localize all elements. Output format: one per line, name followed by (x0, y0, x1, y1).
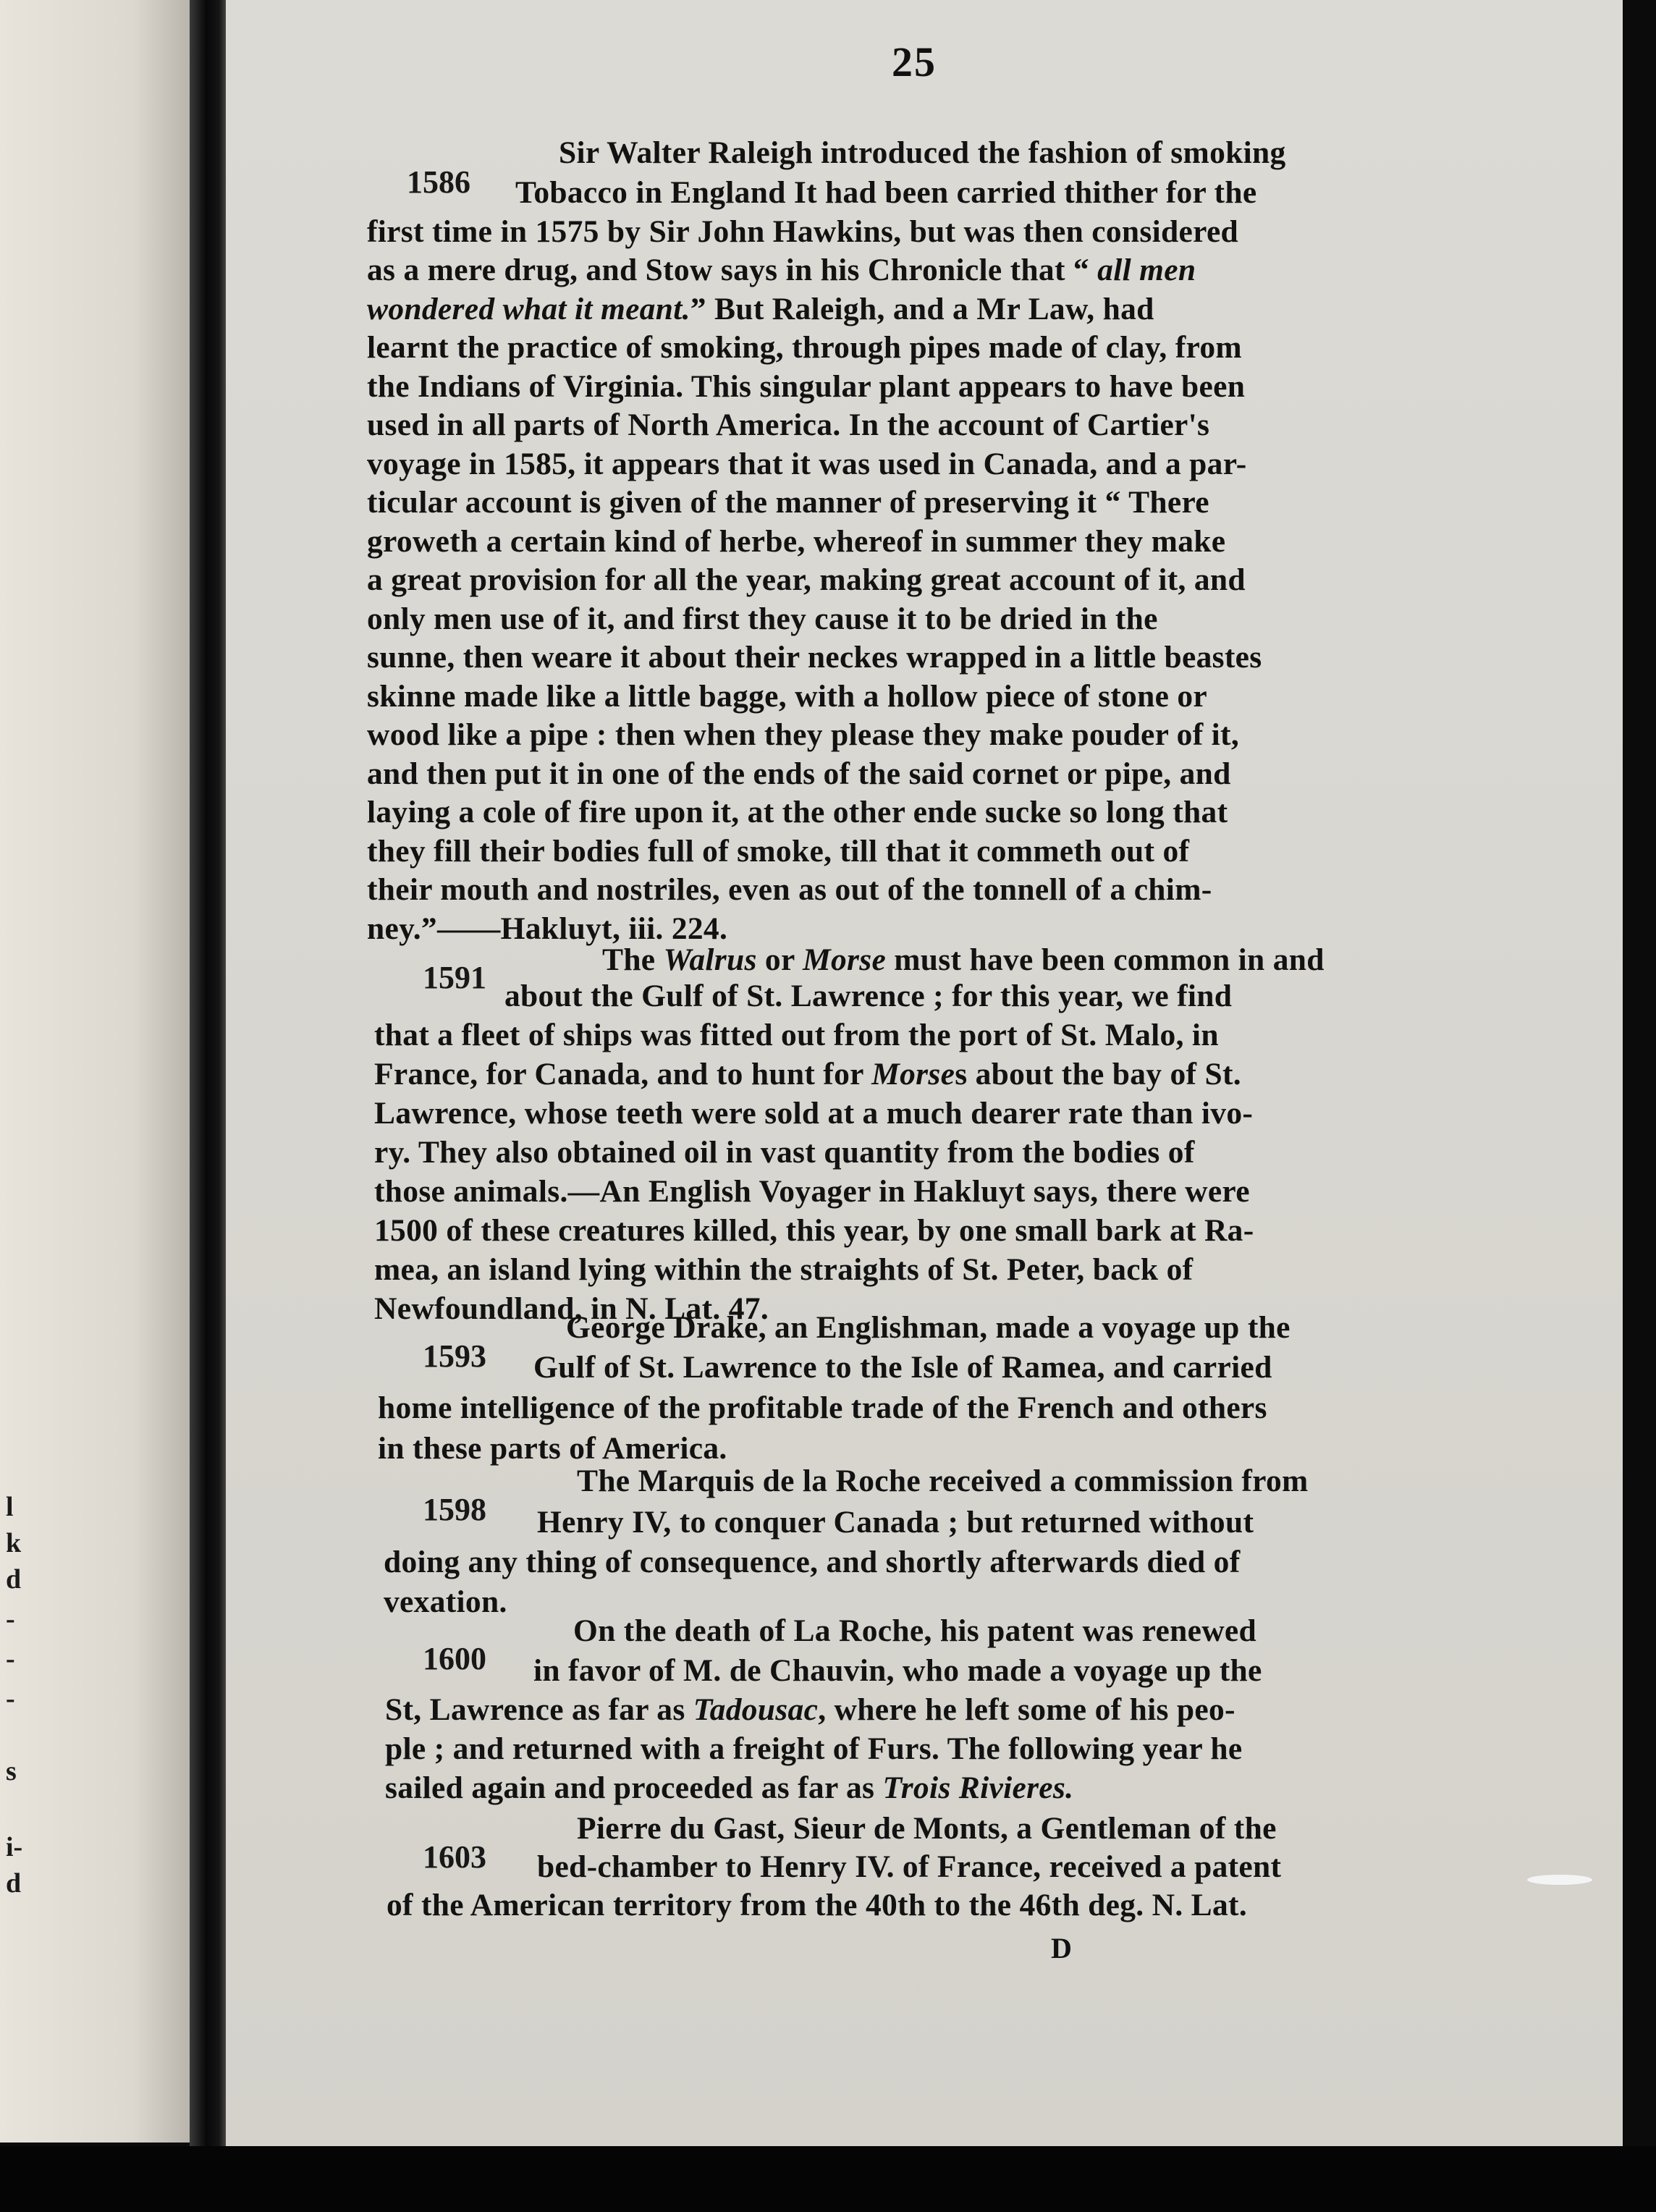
book-page (226, 0, 1623, 2171)
text-line: St, Lawrence as far as Tadousac, where he left some of his peo- (385, 1692, 1235, 1727)
text-line: On the death of La Roche, his patent was renewed (573, 1613, 1257, 1648)
text-line: doing any thing of consequence, and shortly afterwards died of (384, 1545, 1241, 1579)
text-line: bed-chamber to Henry IV. of France, received a patent (537, 1849, 1282, 1884)
text-line: they fill their bodies full of smoke, till that it commeth out of (367, 833, 1190, 869)
text-line: a great provision for all the year, making great account of it, and (367, 562, 1246, 597)
text-line: mea, an island lying within the straights of St. Peter, back of (374, 1252, 1194, 1287)
text-line: France, for Canada, and to hunt for Morses about the bay of St. (374, 1057, 1241, 1092)
text-line: only men use of it, and first they cause it to be dried in the (367, 601, 1158, 636)
text-line: wood like a pipe : then when they please they make pouder of it, (367, 717, 1240, 752)
text-line: 1500 of these creatures killed, this year, by one small bark at Ra- (374, 1213, 1254, 1248)
text-line: ple ; and returned with a freight of Furs. The following year he (385, 1731, 1243, 1766)
left-page-edge (0, 0, 190, 2143)
entry-year: 1586 (407, 164, 470, 200)
left-page-fragment: - (6, 1604, 15, 1634)
text-line: voyage in 1585, it appears that it was used in Canada, and a par- (367, 446, 1247, 481)
paper-smudge (1527, 1875, 1592, 1885)
page-number: 25 (892, 38, 937, 85)
text-line: home intelligence of the profitable trade of the French and others (378, 1390, 1267, 1425)
text-line: Henry IV, to conquer Canada ; but returned without (537, 1505, 1254, 1540)
text-line: in favor of M. de Chauvin, who made a voyage up the (533, 1653, 1262, 1688)
entry-year: 1593 (423, 1338, 486, 1374)
text-line: George Drake, an Englishman, made a voyage up the (566, 1310, 1290, 1345)
text-line: those animals.—An English Voyager in Hakluyt says, there were (374, 1174, 1250, 1209)
text-line: Pierre du Gast, Sieur de Monts, a Gentleman of the (577, 1811, 1277, 1846)
left-page-fragment: - (6, 1644, 15, 1674)
entry-year: 1591 (423, 960, 486, 995)
text-line: first time in 1575 by Sir John Hawkins, but was then considered (367, 214, 1239, 249)
text-line: ticular account is given of the manner of preserving it “ There (367, 485, 1209, 520)
text-line: Sir Walter Raleigh introduced the fashion of smoking (559, 135, 1286, 170)
text-line: ney.”——Hakluyt, iii. 224. (367, 911, 728, 946)
text-line: as a mere drug, and Stow says in his Chronicle that “ all men (367, 253, 1196, 287)
entry-year: 1598 (423, 1492, 486, 1527)
left-page-fragment: k (6, 1528, 22, 1558)
text-line: sailed again and proceeded as far as Trois Rivieres. (385, 1770, 1074, 1805)
entry-year: 1603 (423, 1839, 486, 1875)
text-line: The Walrus or Morse must have been common in and (602, 942, 1325, 977)
text-line: Tobacco in England It had been carried thither for the (515, 175, 1257, 210)
left-page-fragment: - (6, 1684, 15, 1714)
text-line: ry. They also obtained oil in vast quantity from the bodies of (374, 1135, 1195, 1170)
text-line: wondered what it meant.” But Raleigh, and a Mr Law, had (367, 291, 1154, 326)
left-page-fragment: i- (6, 1832, 23, 1862)
text-line: used in all parts of North America. In the account of Cartier's (367, 408, 1210, 442)
text-line: learnt the practice of smoking, through pipes made of clay, from (367, 330, 1242, 365)
text-line: Lawrence, whose teeth were sold at a much dearer rate than ivo- (374, 1096, 1254, 1131)
scan-border-bottom (0, 2146, 1656, 2212)
text-line: about the Gulf of St. Lawrence ; for this year, we find (504, 979, 1233, 1013)
text-line: of the American territory from the 40th to the 46th deg. N. Lat. (386, 1888, 1248, 1922)
text-line: The Marquis de la Roche received a commission from (577, 1464, 1309, 1498)
text-line: and then put it in one of the ends of the said cornet or pipe, and (367, 756, 1231, 791)
text-line: Gulf of St. Lawrence to the Isle of Ramea, and carried (533, 1350, 1272, 1385)
text-line: in these parts of America. (378, 1431, 727, 1466)
text-line: Newfoundland, in N. Lat. 47. (374, 1291, 769, 1326)
entry-year: 1600 (423, 1641, 486, 1676)
text-line: skinne made like a little bagge, with a hollow piece of stone or (367, 678, 1208, 714)
signature-mark: D (1051, 1932, 1072, 1964)
text-line: laying a cole of fire upon it, at the other ende sucke so long that (367, 795, 1228, 830)
text-line: groweth a certain kind of herbe, whereof in summer they make (367, 523, 1226, 559)
left-page-fragment: l (6, 1492, 14, 1522)
left-page-fragment: d (6, 1564, 22, 1595)
text-line: their mouth and nostriles, even as out of the tonnell of a chim- (367, 872, 1212, 907)
text-line: sunne, then weare it about their neckes wrapped in a little beastes (367, 640, 1262, 675)
text-line: the Indians of Virginia. This singular plant appears to have been (367, 368, 1246, 404)
left-page-fragment: d (6, 1868, 22, 1899)
text-line: that a fleet of ships was fitted out from the port of St. Malo, in (374, 1018, 1219, 1052)
left-page-fragment: s (6, 1756, 17, 1786)
text-line: vexation. (384, 1584, 507, 1619)
